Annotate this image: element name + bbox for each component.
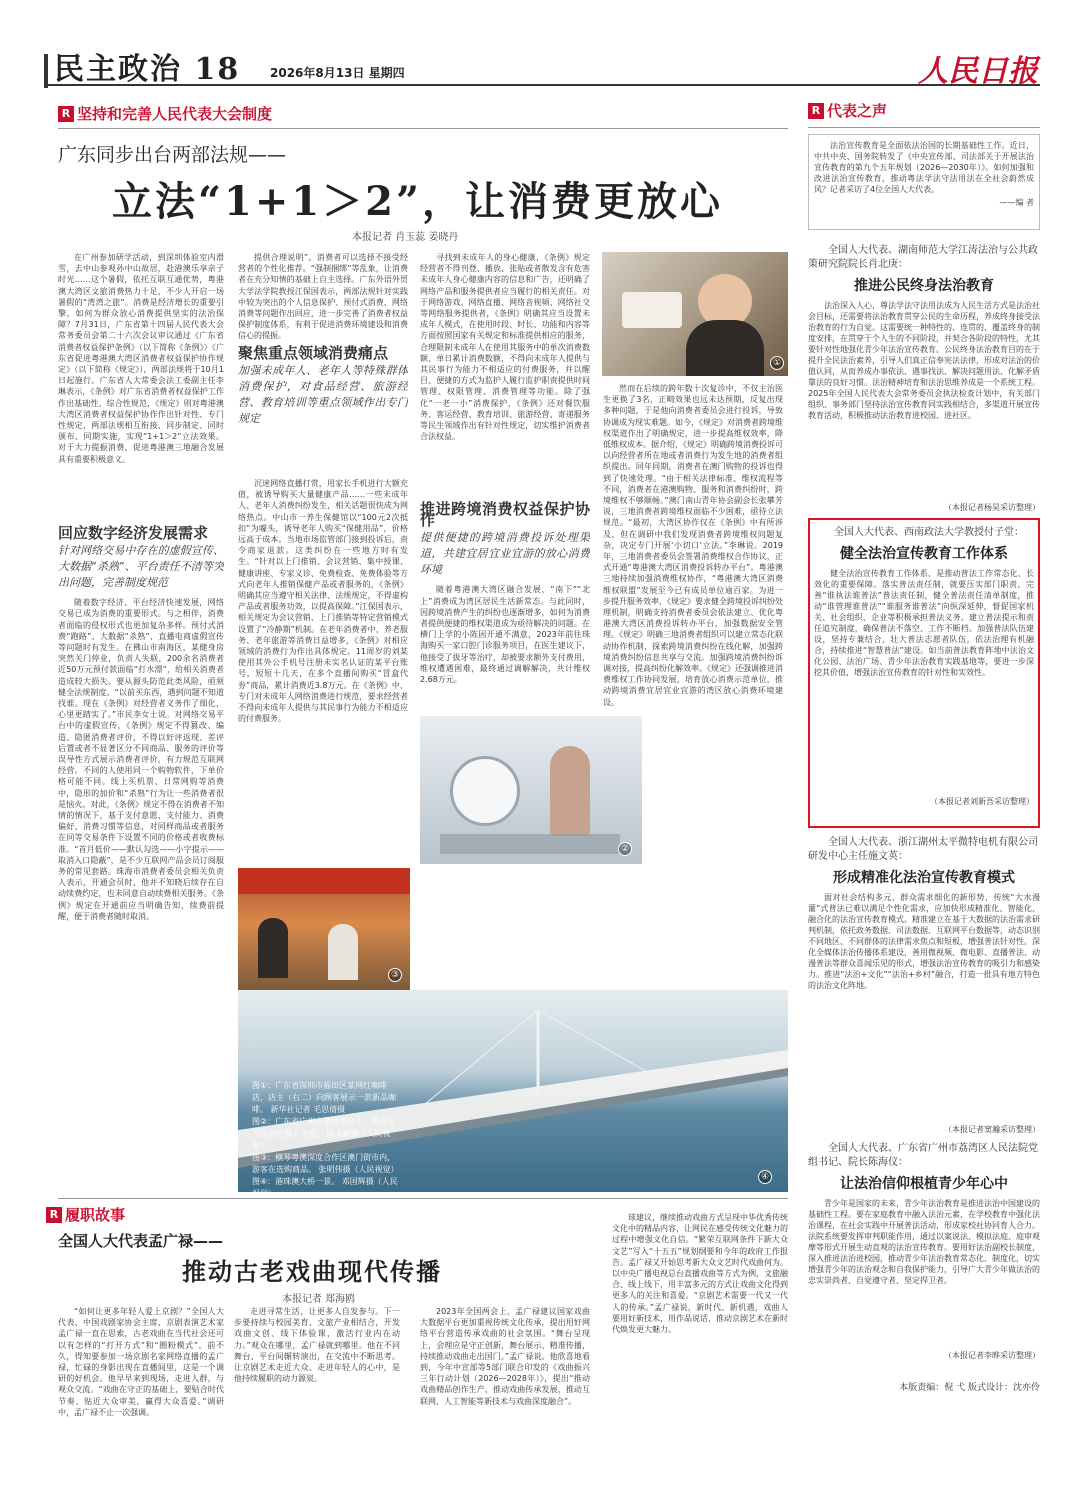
voice-item-2-highlighted xyxy=(808,518,1040,828)
subheading: 回应数字经济发展需求 xyxy=(58,524,209,542)
column-label-text: 坚持和完善人民代表大会制度 xyxy=(77,105,273,123)
page-number: 18 xyxy=(194,52,241,87)
photo-market xyxy=(238,868,410,990)
subheading-deck: 加强未成年人、老年人等特殊群体消费保护，对食品经营、旅游经营、教育培训等重点领域作出专门规定 xyxy=(238,363,408,425)
caption-4: 图④：港珠澳大桥一景。 邓国辉摄（人民视觉） xyxy=(252,1177,398,1198)
subheading-deck: 针对网络交易中存在的虚假宣传、大数据“杀熟”、平台责任不清等突出问题，完善制度规范 xyxy=(58,544,224,590)
article-col-2b xyxy=(238,478,408,868)
subheading: 聚焦重点领域消费痛点 xyxy=(238,343,389,362)
photo-number-badge: ① xyxy=(770,356,784,370)
delegate-name: 全国人大代表、西南政法大学教授付子堂： xyxy=(834,527,1024,538)
story-paragraph: “如何让更多年轻人爱上京剧？”全国人大代表、中国戏剧家协会主席、京剧表演艺术家孟广禄一直在思索，古老戏曲在当代社会还可以有怎样的“打开方式”和“圈粉模式”。前不久，得知要参加一场京剧名家网络直播的孟广禄，忙碌的身影出现在直播间里，这是一个调研的好机会。他早早来到现场，走进人群，与观众交流。“戏曲在守正的基础上，要贴合时代节奏、贴近大众审美，赢得大众喜爱。”调研中，孟广禄不止一次强调。 xyxy=(58,1307,224,1417)
right-column xyxy=(808,100,1040,1500)
column-label xyxy=(808,100,1040,121)
r-badge-icon: R xyxy=(46,1207,62,1223)
article-col-1 xyxy=(58,252,224,515)
article-col-3b xyxy=(420,498,590,710)
article-col-1b xyxy=(58,522,224,1192)
article-paragraph: 随着粤港澳大湾区融合发展，“南下”“北上”消费成为湾区居民生活新常态。与此同时，因跨境消费产生的纠纷也逐渐增多，如何为消费者提供便捷的维权渠道成为亟待解决的问题。在横门上学的小陈因开通不满意，2023年前往珠海购买一家口腔门诊服务项目，在医生建议下，他接受了拔牙等治疗，却被要求额外支付费用，维权遭遇困难，最终通过调解解决，共计维权2.68万元。 xyxy=(420,585,590,685)
story-col-3 xyxy=(420,1306,590,1482)
voice-signature: （本报记者刘新吾采访整理） xyxy=(930,797,1034,806)
photo-child xyxy=(550,746,590,836)
article-paragraph: 在广州参加研学活动，到深圳体验室内滑雪，去中山参观孙中山故居，赴港澳乐享亲子时光……这个暑假，依托互联互通优势，粤港澳大湾区文旅消费热力十足，不少人开启一场暑假的“湾湾之旅”。消费是经济增长的重要引擎，如何为群众放心消费提供坚实的法治保障？7月31日，广东省第十四届人民代表大会常务委员会第二十六次会议审议通过《广东省消费者权益保护条例》（以下简称《条例》）《广东省促进粤港澳大湾区消费者权益保护协作规定》（以下简称《规定》），两部法规将于10月1日起施行。广东省人大常委会法工委副主任李琳表示，《条例》对广东省消费者权益保护工作作出基础性、综合性规范，《规定》则对粤港澳大湾区消费者权益保护协作作出针对性、专门性规定，两部法规相互衔接、同步制定、同时颁布、同期实施，实现“1+1＞2”立法效果。对于大力提振消费、促进粤港澳三地融合发展具有重要积极意义。 xyxy=(58,253,224,464)
delegate-name: 全国人大代表、湖南师范大学江涛法治与公共政策研究院院长肖北庚： xyxy=(808,245,1038,270)
voice-signature: （本报记者窦瀚采访整理） xyxy=(944,1125,1040,1134)
story-paragraph: 2023年全国两会上，孟广禄建议国家戏曲大数据平台更加重视传统文化传承，提出用好网络平台营造传承戏曲的社会氛围。“舞台呈现上，会理应是守正创新，舞台展示、精准传播，持续推动戏曲走出国门。”孟广禄说。他欣喜地看到，今年中宣部等5部门联合印发的《戏曲振兴三年行动计划（2026—2028年）》，提出“推动戏曲精品创作生产，推动戏曲传承发展，推动互联网、人工智能等新技术与戏曲深度融合”。 xyxy=(420,1307,590,1406)
photo-number-badge: ④ xyxy=(758,1170,772,1184)
divider xyxy=(58,1198,788,1199)
subheading-deck: 提供便捷的跨境消费投诉处理渠道，共建宜居宜业宜游的放心消费环境 xyxy=(420,531,590,577)
editor-intro-box xyxy=(808,134,1040,230)
article-paragraph: 然而在后续的跨年数十次复诊中，不仅主治医生更换了3名，正畸效果也远未达预期，反复出现多种问题，于是他向消费者委员会进行投诉，导致协调成为现实难题。如今，《规定》对消费者跨境维权渠道作出了明确规定，进一步提高维权效率，降低维权成本。据介绍，《规定》明确跨境消费投诉可以向经营者所在地或者消费行为发生地的消费者组织提出。同年同期，消费者在澳门购物的投诉也得到了快速处理。“由于相关法律标准、维权流程等不同，消费者在港澳购物、服务和消费纠纷时，跨境维权不够顺畅。”澳门南山青年协会副会长张攀芳说，三地消费者跨境维权面临不少困难，亟待立法规范。“最初，大湾区协作仅在《条例》中有所涉及，但在调研中我们发现消费者跨境维权问题复杂，决定专门开展‘小切口’立法。”李琳说。2019年，三地消费者委员会签署消费维权合作协议，正式开通“粤港澳大湾区消费投诉转办平台”。粤港澳三地持续加强消费维权协作，“粤港澳大湾区消费维权联盟”发展至今已有成员单位逾百家。为进一步提升服务效率，《规定》要求健全跨境投诉纠纷处理机制，明确支持消费者委员会依法建立、优化粤港澳大湾区消费投诉转办平台，加强数据安全管理。《规定》明确三地消费者组织可以建立常态化联动协作机制，探索跨境消费纠纷在线化解，加强跨境消费纠纷信息共享与交流。加强跨境消费纠纷诉调对接，提高纠纷化解效率。《规定》还强调推进消费维权工作协同发展，培育放心消费示范单位，推动跨境消费宜居宜业宜游的湾区放心消费环境建设。 xyxy=(603,384,783,707)
delegate-name: 全国人大代表、浙江湖州太平微特电机有限公司研发中心主任施文英： xyxy=(808,837,1038,862)
column-label-text: 履职故事 xyxy=(65,1206,126,1224)
masthead-bar xyxy=(44,54,48,88)
voice-item-4 xyxy=(808,1142,1040,1372)
photo-robot-expo xyxy=(420,716,642,864)
photo-floor xyxy=(440,834,620,854)
caption-2: 图②：广东省广州市某博览会上，观众在与互动机器人交流。 陈文斌摄（人民视觉） xyxy=(252,1117,396,1150)
caption-1: 图①：广东省深圳市福田区某网红咖啡店，店主（右二）向顾客展示一款新品咖啡。 新华社记者 毛思倩摄 xyxy=(252,1081,396,1114)
voice-signature: （本报记者杨昊采访整理） xyxy=(944,503,1040,512)
page-editor-credit: 本版责编：倪 弋 版式设计：沈亦伶 xyxy=(899,1383,1040,1393)
headline-pretitle: 广东同步出台两部法规—— xyxy=(58,144,287,166)
voice-title: 健全法治宣传教育工作体系 xyxy=(840,546,1008,562)
story-byline: 本报记者 郑海鸥 xyxy=(282,1294,356,1305)
story-col-1 xyxy=(58,1306,224,1482)
article-paragraph: 随着数字经济、平台经济快速发展，网络交易已成为消费的重要形式。与之相伴，消费者面临的侵权形式也更加复杂多样。预付式消费“跑路”、大数据“杀熟”、直播电商虚假宣传等问题时有发生。在佛山市南海区，某健身房突然关门停业，负责人失联，200余名消费者近50万元预付款面临“打水漂”，给相关消费者造成较大损失。要从源头防范此类风险，亟须健全法规制度。“以前买东西，遇到问题不知道找谁。现在《条例》对经营者义务作了细化，心里更踏实了。”市民李女士说。对网络交易平台中的虚假宣传，《条例》规定不得篡改、编造、隐匿消费者评价，不得以好评返现、差评后置或者不显著区分不同商品、服务的评价等误导性方式展示消费者评价，有力规范互联网经营。不同的人使用同一个购物软件，下单价格可能不同。线上买机票、日常网购等消费中，隐形的加价和“杀熟”行为让一些消费者很是恼火。对此，《条例》规定不得在消费者不知情的情况下，基于支付意愿、支付能力、消费偏好、消费习惯等信息，对同样商品或者服务在同等交易条件下设置不同的价格或者收费标准。“首月低价——默认勾选——小字提示——取消入口隐蔽”，是不少互联网产品会员订阅服务的常见套路。珠海市消费者委员会相关负责人表示，开通会员时，他并不知晓后续存在自动续费约定，也未同意自动续费相关服务。《条例》规定在开通前应当明确告知，续费前提醒，便于消费者随时取消。 xyxy=(58,598,224,921)
divider xyxy=(808,127,1040,128)
delegate-name: 全国人大代表、广东省广州市荔湾区人民法院党组书记、院长陈海仪： xyxy=(808,1143,1038,1168)
headline-title: 立法“1+1＞2”，让消费更放心 xyxy=(112,178,724,225)
photo-coffee-shop xyxy=(602,252,788,376)
article-paragraph: 寻找到未成年人的身心健康，《条例》规定经营者不得刊登、播放、张贴或者散发含有危害未成年人身心健康内容的信息和广告，还明确了网络产品和服务提供者应当履行的相关责任。对于网络游戏、网络直播、网络音视频、网络社交等网络服务提供者，《条例》明确其应当设置未成年人模式，在使用时段、时长、功能和内容等方面按照国家有关规定和标准提供相应的服务，合理限制未成年人在使用其服务中的单次消费数额、单日累计消费数额，不得向未成年人提供与其民事行为能力不相适应的付费服务，并以醒目、便捷的方式为监护人履行监护职责提供时间管理、权限管理、消费管理等功能。除了强化“一老一小”消费保护，《条例》还对餐饮服务、客运经营、教育培训、旅游经营、寄递服务等民生领域作出有针对性规定，切实维护消费者合法权益。 xyxy=(420,253,590,442)
column-label xyxy=(58,103,272,124)
voice-item-1 xyxy=(808,244,1040,514)
voice-item-3 xyxy=(808,836,1040,1136)
masthead xyxy=(44,42,1040,89)
byline: 本报记者 肖玉蕊 姜晓丹 xyxy=(352,232,459,243)
voice-body: 青少年是国家的未来，青少年法治教育是推进法治中国建设的基础性工程。要在家庭教育中融入法治元素，在学校教育中强化法治课程，在社会实践中开展普法活动，形成家校社协同育人合力。法院系统要发挥审判职能作用，通过以案说法、模拟法庭、庭审观摩等形式开展生动直观的法治宣传教育。要用好法治副校长制度，深入推进法治进校园，推动青少年法治教育常态化、制度化，切实增强青少年的法治观念和自我保护能力，引导广大青少年做法治的忠实崇尚者、自觉遵守者、坚定捍卫者。 xyxy=(808,1199,1040,1285)
newspaper-logo: 人民日报 xyxy=(918,54,1038,89)
voice-signature: （本报记者李晔采访整理） xyxy=(944,1351,1040,1360)
voice-body: 面对社会结构多元、群众需求细化的新形势，传统“大水漫灌”式普法已难以满足个性化需求，应加快形成精准化、智能化、融合化的法治宣传教育模式。精准建立在基于大数据的法治需求研判机制，依托政务数据、司法数据、互联网平台数据等，动态识别不同地区、不同群体的法律需求焦点和短板，增强普法针对性。深化全媒体法治传播体系建设，善用微视频、微电影、直播普法、动漫普法等群众喜闻乐见的形式，增强法治宣传教育的吸引力和感染力。推进“法治+文化”“法治+乡村”融合，打造一批具有地方特色的法治文化阵地。 xyxy=(808,893,1040,990)
story-pretitle: 全国人大代表孟广禄—— xyxy=(58,1232,224,1250)
story-paragraph: 球建议，继续推动戏曲方式呈现中华优秀传统文化中的精品内容，让网民在感受传统文化魅力的过程中增强文化自信。“繁荣互联网条件下新大众文艺”写入“十五五”规划纲要和今年的政府工作报告。孟广禄又开始思考新大众文艺时代戏曲何为。以中央广播电视总台直播戏曲等方式为例，文旅融合、线上线下，用丰富多元的方式让戏曲文化得到更多人的关注和喜爱。“京剧艺术需要一代又一代人的传承。”孟广禄说，新时代、新机遇，戏曲人要用好新技术，用作品说话，推动京剧艺术在新时代焕发更大魅力。 xyxy=(612,1213,788,1335)
voice-title: 让法治信仰根植青少年心中 xyxy=(840,1176,1008,1192)
article-paragraph: 提供合理说明”。消费者可以选择不接受经营者的个性化推荐。“强制捆绑”等乱象，让消费者在充分知情的基础上自主选择。广东外语外贸大学法学院教授江保国表示，两部法规针对实践中较为突出的个人信息保护、预付式消费、网络消费等问题作出回应，进一步完善了消费者权益保护制度体系，有利于促进消费环境建设和消费信心的提振。 xyxy=(238,253,408,341)
editor-signature: ——编 者 xyxy=(999,198,1034,207)
column-label xyxy=(46,1204,125,1225)
column-label-text: 代表之声 xyxy=(827,102,888,120)
photo-person xyxy=(258,918,288,978)
voice-body: 健全法治宣传教育工作体系，是推动普法工作常态化、长效化的重要保障。落实普法责任制，就要压实部门职责，完善“谁执法谁普法”普法责任制，健全普法责任清单制度，推动“谁管理谁普法”“谁服务谁普法”向纵深延伸，督促国家机关、社会组织、企业等积极承担普法义务。建立普法提示和责任追究制度，确保普法不落空、工作不断档。加强普法队伍建设，坚持专兼结合，壮大普法志愿者队伍，依法治理有机融合，持续推进“智慧普法”建设。如当前普法教育阵地中法治文化公园、法治广场、青少年法治教育实践基地等，要进一步深挖其价值，增强法治宣传教育的针对性和实效性。 xyxy=(814,569,1034,677)
photo-awning xyxy=(238,868,410,894)
photo-robot xyxy=(450,756,520,826)
r-badge-icon: R xyxy=(58,106,74,122)
story-title: 推动古老戏曲现代传播 xyxy=(182,1257,442,1286)
story-col-4 xyxy=(612,1212,788,1482)
story-col-2 xyxy=(234,1306,400,1482)
r-badge-icon: R xyxy=(808,103,824,119)
photo-figure-body xyxy=(686,320,764,376)
section-name: 民主政治 xyxy=(54,52,182,87)
photo-tray xyxy=(622,292,682,328)
issue-date: 2026年8月13日 星期四 xyxy=(270,66,405,80)
caption-3: 图③：横琴粤澳深度合作区澳门街市内，游客在选购商品。 张明伟摄（人民视觉） xyxy=(252,1153,399,1174)
photo-number-badge: ③ xyxy=(388,968,402,982)
article-col-2 xyxy=(238,252,408,477)
photo-captions xyxy=(252,1080,402,1200)
divider xyxy=(58,128,788,129)
voice-title: 形成精准化法治宣传教育模式 xyxy=(833,870,1015,886)
voice-body: 法治深入人心，尊法学法守法用法成为人民生活方式是法治社会目标，还需要将法治教育贯穿公民的生命历程，养成终身接受法治教育的行为自觉。这需要统一种特性的、连贯的、覆盖终身的制度安排，在贯穿于个人生的不同阶段，并契合各阶段的特性，尤其要针对性地强化青少年法治宣传教育。公民终身法治教育目的在于提升全民法治素养，引导人们真正信奉宪法法律，形成对法治的价值认同，从而养成办事依法、遇事找法、解决问题用法、化解矛盾靠法的良好习惯。法治精神培育和法治思维养成是一个系统工程。2025年全国人民代表大会常务委员会执法检查计划中，有关部门组织、事务部门坚持法治宣传教育同实践相结合，多渠道开展宣传教育活动，积极推动法治教育进校园、进社区。 xyxy=(808,301,1040,420)
article-paragraph: 沉迷网络直播打赏，用家长手机进行大额充值，被诱导购买大量健康产品……一些未成年人、老年人消费纠纷发生，相关话题很快成为网络热点。中山市一养生保健馆以“100元2次抵扣”为噱头，诱导老年人购买“保健用品”，价格远高于成本。当地市场监管部门接到投诉后，责令商家退款。这类纠纷在一些地方时有发生。“针对以上门推销、会议营销、集中授课、健康讲座、专家义诊、免费检查、免费体验等方式向老年人推销保健产品或者服务的，《条例》明确其应当遵守相关法律、法规规定，不得虚构产品或者服务功效，以提高保障。”江保国表示，相关规定为会议营销、上门推销等特定营销模式设置了“冷静期”机制。在老年消费者中，养老服务、老年旅游等消费日益增多，《条例》对相应领域的消费行为作出具体规定。11周岁的刘某使用其外公手机号注册未实名认证的某平台账号，短短十几天，在多个直播间购买“冒盒代券”商品，累计消费近3.8万元。在《条例》中，专门对未成年人网络消费进行规范，要求经营者不得向未成年人提供与其民事行为能力不相适应的付费服务。 xyxy=(238,479,408,724)
editor-intro: 法治宣传教育是全面依法治国的长期基础性工作。近日，中共中央、国务院转发了《中央宣传部、司法部关于开展法治宣传教育的第九个五年规划（2026—2030年）》。如何加强和改进法治宣传教育，推动粤法学法守法用法在全社会蔚然成风？记者采访了4位全国人大代表。 xyxy=(814,141,1034,194)
photo-person xyxy=(328,924,358,980)
story-paragraph: 走进寻常生活，让更多人自发参与。下一步要持续与校园美育、文旅产业相结合，开发戏曲文创、线下体验课，激活行业内在动力。”观众在哪里，孟广禄就到哪里。他在不同舞台、平台间辗转演出，在交流中不断思考。让京剧艺术走近大众、走进年轻人的心中，是他持续履职的动力源泉。 xyxy=(234,1307,400,1384)
article-col-3 xyxy=(420,252,590,497)
voice-title: 推进公民终身法治教育 xyxy=(854,278,994,294)
photo-number-badge: ② xyxy=(618,842,632,856)
subheading: 推进跨境消费权益保护协作 xyxy=(420,500,590,530)
